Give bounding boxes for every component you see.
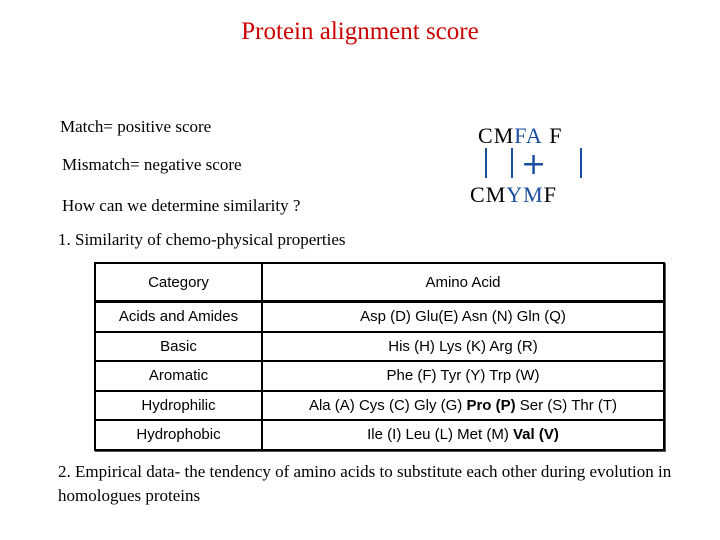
- match-bar: [485, 148, 487, 178]
- alignment-top-sequence: [478, 123, 563, 149]
- amino-acid-cell: Phe (F) Tyr (Y) Trp (W): [262, 361, 663, 391]
- residue: Y: [506, 182, 524, 207]
- table-row: [96, 302, 663, 332]
- mismatch-definition: Mismatch= negative score: [62, 155, 242, 174]
- substitution-plus-icon: +: [521, 147, 547, 182]
- table-row: [96, 420, 663, 449]
- slide-title: Protein alignment score: [241, 18, 479, 45]
- section-2-text: 2. Empirical data- the tendency of amino acids to substitute each other during evolution in homologues proteins: [58, 462, 672, 505]
- amino-acid-cell: [262, 420, 663, 449]
- match-definition: Match= positive score: [60, 117, 212, 136]
- residue: F: [549, 123, 563, 148]
- table-row: [96, 391, 663, 421]
- match-bar: [580, 148, 582, 178]
- amino-acid-bold: Pro (P): [466, 396, 516, 414]
- category-cell: Aromatic: [96, 361, 262, 391]
- amino-acid-cell: [262, 391, 663, 421]
- residue: M: [493, 123, 515, 148]
- table-header-row: [96, 264, 663, 302]
- match-bar: [511, 148, 513, 178]
- alignment-bottom-sequence: [470, 182, 557, 208]
- residue: F: [543, 182, 557, 207]
- residue: M: [485, 182, 507, 207]
- residue: C: [470, 182, 486, 207]
- residue: M: [523, 182, 544, 207]
- category-cell: Acids and Amides: [96, 302, 262, 332]
- column-header-category: Category: [96, 264, 262, 302]
- amino-acid-cell: His (H) Lys (K) Arg (R): [262, 332, 663, 362]
- amino-acid-cell: Asp (D) Glu(E) Asn (N) Gln (Q): [262, 302, 663, 332]
- category-cell: Basic: [96, 332, 262, 362]
- similarity-question: How can we determine similarity ?: [62, 196, 301, 215]
- amino-acid-bold: Val (V): [513, 426, 559, 444]
- residue: F: [514, 123, 526, 148]
- category-cell: Hydrophobic: [96, 420, 262, 449]
- residue: A: [525, 123, 543, 148]
- category-cell: Hydrophilic: [96, 391, 262, 421]
- amino-acid-text: Ala (A) Cys (C) Gly (G): [308, 396, 463, 414]
- section-1-heading: 1. Similarity of chemo-physical properties: [58, 230, 346, 249]
- amino-acid-text: Ile (I) Leu (L) Met (M): [367, 426, 509, 444]
- residue: C: [478, 123, 494, 148]
- amino-acid-text: Ser (S) Thr (T): [519, 396, 618, 414]
- table-row: [96, 361, 663, 391]
- column-header-amino-acid: Amino Acid: [262, 264, 663, 302]
- amino-acid-table: [94, 262, 665, 451]
- table-row: [96, 332, 663, 362]
